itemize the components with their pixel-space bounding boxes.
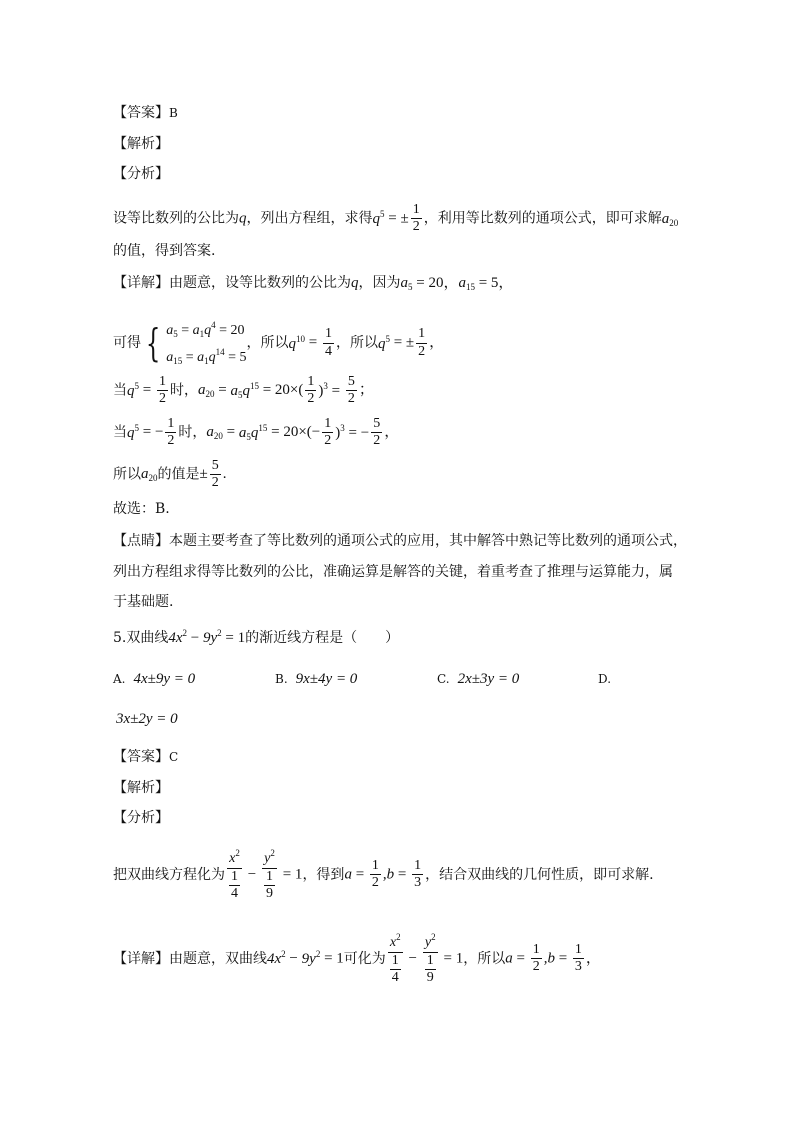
comment-line-2: 列出方程组求得等比数列的公比，准确运算是解答的关键，着重考查了推理与运算能力，属 — [113, 564, 673, 580]
option-b[interactable]: B. 9x±4y = 0 — [275, 671, 358, 687]
answer-heading: 【答案】 — [113, 105, 169, 121]
comment-heading: 【点睛】 — [113, 533, 169, 549]
option-c[interactable]: C. 2x±3y = 0 — [437, 671, 520, 687]
option-d-text: 3x±2y = 0 — [116, 711, 178, 727]
answer-value-2: C — [169, 750, 179, 764]
case-negative-line: 当$q^5$ = − $\frac{1}{2}$ 时，$a_{20} = a_5q^{15} = 20\times(-$ $\frac{1}{2}$ )$^3$ = − $\frac{5}{2}$ ， — [113, 416, 400, 449]
conclusion-line: 所以$a_{20}$的值是± $\frac{5}{2}$ . — [113, 458, 227, 491]
answer-line — [113, 106, 698, 120]
choice-line: 故选：B. — [113, 501, 170, 517]
analysis-text-line: 设等比数列的公比为q，列出方程组，求得$q^5$ = ± $\frac{1}{2}$ ，利用等比数列的通项公式，即可求解$a_{20}$ — [113, 202, 679, 235]
question-5: 5.双曲线$4x^2 - 9y^2 = 1$的渐近线方程是（ ） — [113, 628, 400, 646]
detail-heading-2: 【详解】 — [113, 950, 169, 967]
math-q5: $q^5$ — [372, 208, 385, 227]
analysis-text-line-2: 的值，得到答案. — [113, 243, 216, 259]
math-a20: $a_{20}$ — [661, 210, 679, 228]
comment-line-3: 于基础题. — [113, 594, 174, 610]
equation-system-line: 可得 { $a_5 = a_1q^4 = 20$ $a_{15} = a_1q^{14} = 5$ ，所以$q^{10}$ = $\frac{1}{4}$ ，所以$q^5$ = ± $\frac{1}{2}$ ， — [113, 316, 698, 370]
case-positive-line: 当$q^5$ = $\frac{1}{2}$ 时，$a_{20} = a_5q^{15} = 20\times$( $\frac{1}{2}$ )$^3$ = $\frac{5}{2}$ ； — [113, 374, 374, 407]
math-q: q — [239, 210, 247, 227]
answer-heading-2: 【答案】 — [113, 749, 169, 765]
analysis-sub-heading: 【分析】 — [113, 166, 169, 182]
answer-line-2 — [113, 750, 698, 764]
option-d[interactable]: D. — [598, 672, 612, 686]
analysis-heading: 【解析】 — [113, 136, 169, 152]
comment-line-1: 【点睛】本题主要考查了等比数列的通项公式的应用，其中解答中熟记等比数列的通项公式， — [113, 533, 687, 549]
answer-value: B — [169, 106, 178, 120]
analysis-heading-2: 【解析】 — [113, 780, 169, 796]
fraction-half: $\frac{1}{2}$ — [412, 202, 420, 235]
detail-heading: 【详解】 — [113, 275, 169, 291]
equation-system: $a_5 = a_1q^4 = 20$ $a_{15} = a_1q^{14} = 5$ — [166, 320, 247, 366]
detail-line: 【详解】由题意，设等比数列的公比为q，因为$a_5 = 20$，$a_{15} = 5$， — [113, 275, 514, 292]
hyperbola-detail-line: 【详解】由题意，双曲线$4x^2 - 9y^2 = 1$可化为 $x^2$ 1 4 − $y^2$ 1 9 = 1，所以a = $\frac{1}{2}$ ,b = $\frac{1}{3}$ ， — [113, 932, 601, 985]
brace-icon: { — [145, 321, 161, 365]
hyperbola-analysis-line: 把双曲线方程化为 $x^2$ 1 4 − $y^2$ 1 9 = 1，得到a = $\frac{1}{2}$ ,b = $\frac{1}{3}$ ，结合双曲线的几何性质，即可求解. — [113, 848, 654, 901]
option-a[interactable]: A. 4x±9y = 0 — [113, 671, 196, 687]
analysis-sub-heading-2: 【分析】 — [113, 810, 169, 826]
